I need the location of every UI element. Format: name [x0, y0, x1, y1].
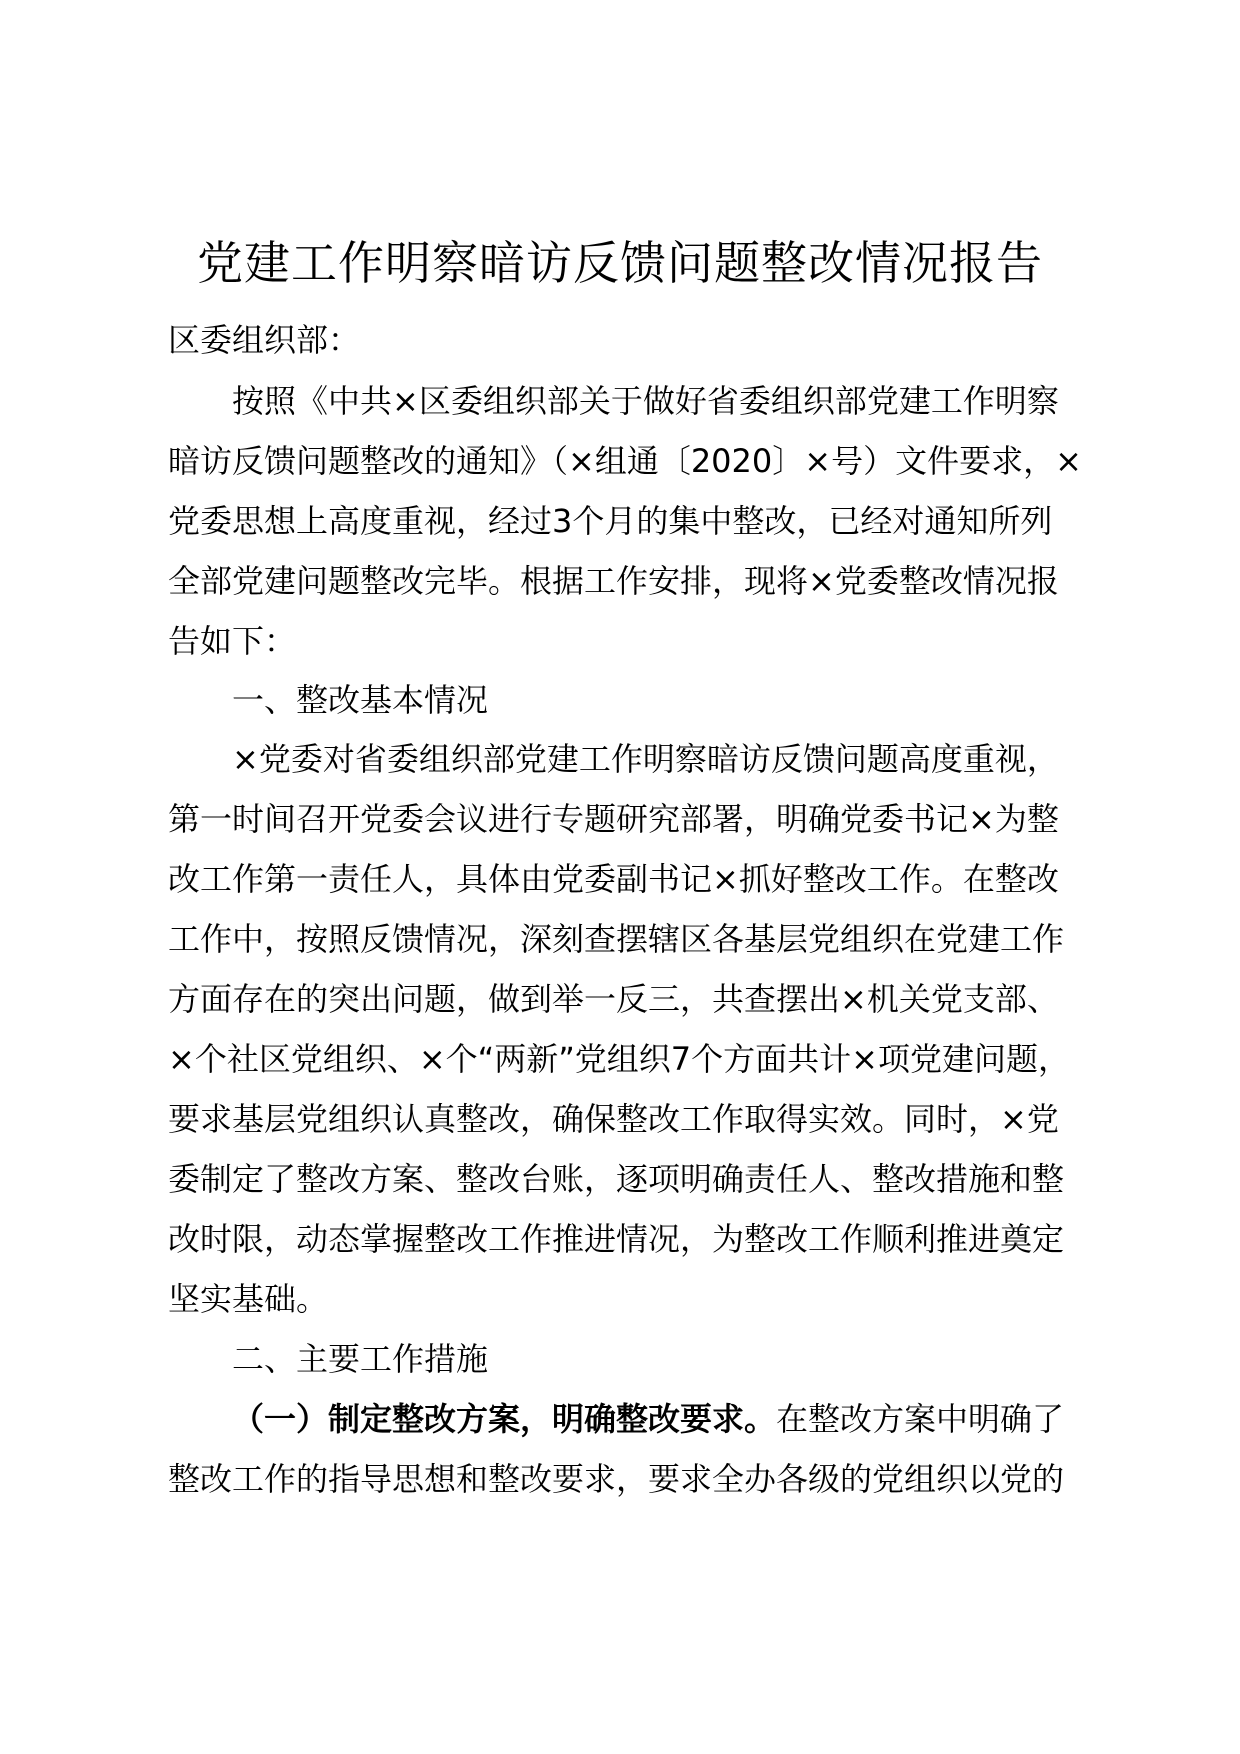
- paragraph-line: 改时限，动态掌握整改工作推进情况，为整改工作顺利推进奠定: [168, 1220, 1065, 1258]
- paragraph-line: 改工作第一责任人，具体由党委副书记×抓好整改工作。在整改: [168, 860, 1059, 898]
- paragraph-line: 要求基层党组织认真整改，确保整改工作取得实效。同时，×党: [168, 1100, 1059, 1138]
- paragraph-line: 坚实基础。: [168, 1280, 329, 1318]
- measure-heading: （一）制定整改方案，明确整改要求。: [232, 1400, 777, 1438]
- paragraph-line: 整改工作的指导思想和整改要求，要求全办各级的党组织以党的: [168, 1460, 1065, 1498]
- paragraph-line: 委制定了整改方案、整改台账，逐项明确责任人、整改措施和整: [168, 1160, 1065, 1198]
- salutation: 区委组织部：: [168, 321, 361, 359]
- paragraph-line: 告如下：: [168, 622, 297, 660]
- measure-line: [232, 1399, 1064, 1439]
- paragraph-line: 党委思想上高度重视，经过3个月的集中整改，已经对通知所列: [168, 502, 1053, 540]
- measure-text: 在整改方案中明确了: [776, 1400, 1065, 1438]
- paragraph-line: 方面存在的突出问题，做到举一反三，共查摆出×机关党支部、: [168, 980, 1059, 1018]
- paragraph-line: 第一时间召开党委会议进行专题研究部署，明确党委书记×为整: [168, 800, 1059, 838]
- section-heading-2: 二、主要工作措施: [232, 1340, 489, 1378]
- paragraph-line: 暗访反馈问题整改的通知》（×组通〔2020〕×号）文件要求，×: [168, 442, 1082, 480]
- paragraph-line: ×党委对省委组织部党建工作明察暗访反馈问题高度重视，: [232, 740, 1059, 778]
- paragraph-line: ×个社区党组织、×个“两新”党组织7个方面共计×项党建问题，: [168, 1040, 1070, 1078]
- paragraph-line: 工作中，按照反馈情况，深刻查摆辖区各基层党组织在党建工作: [168, 920, 1065, 958]
- paragraph-line: 全部党建问题整改完毕。根据工作安排，现将×党委整改情况报: [168, 562, 1059, 600]
- section-heading-1: 一、整改基本情况: [232, 681, 489, 719]
- document-title: 党建工作明察暗访反馈问题整改情况报告: [197, 236, 1043, 290]
- paragraph-line: 按照《中共×区委组织部关于做好省委组织部党建工作明察: [232, 382, 1059, 420]
